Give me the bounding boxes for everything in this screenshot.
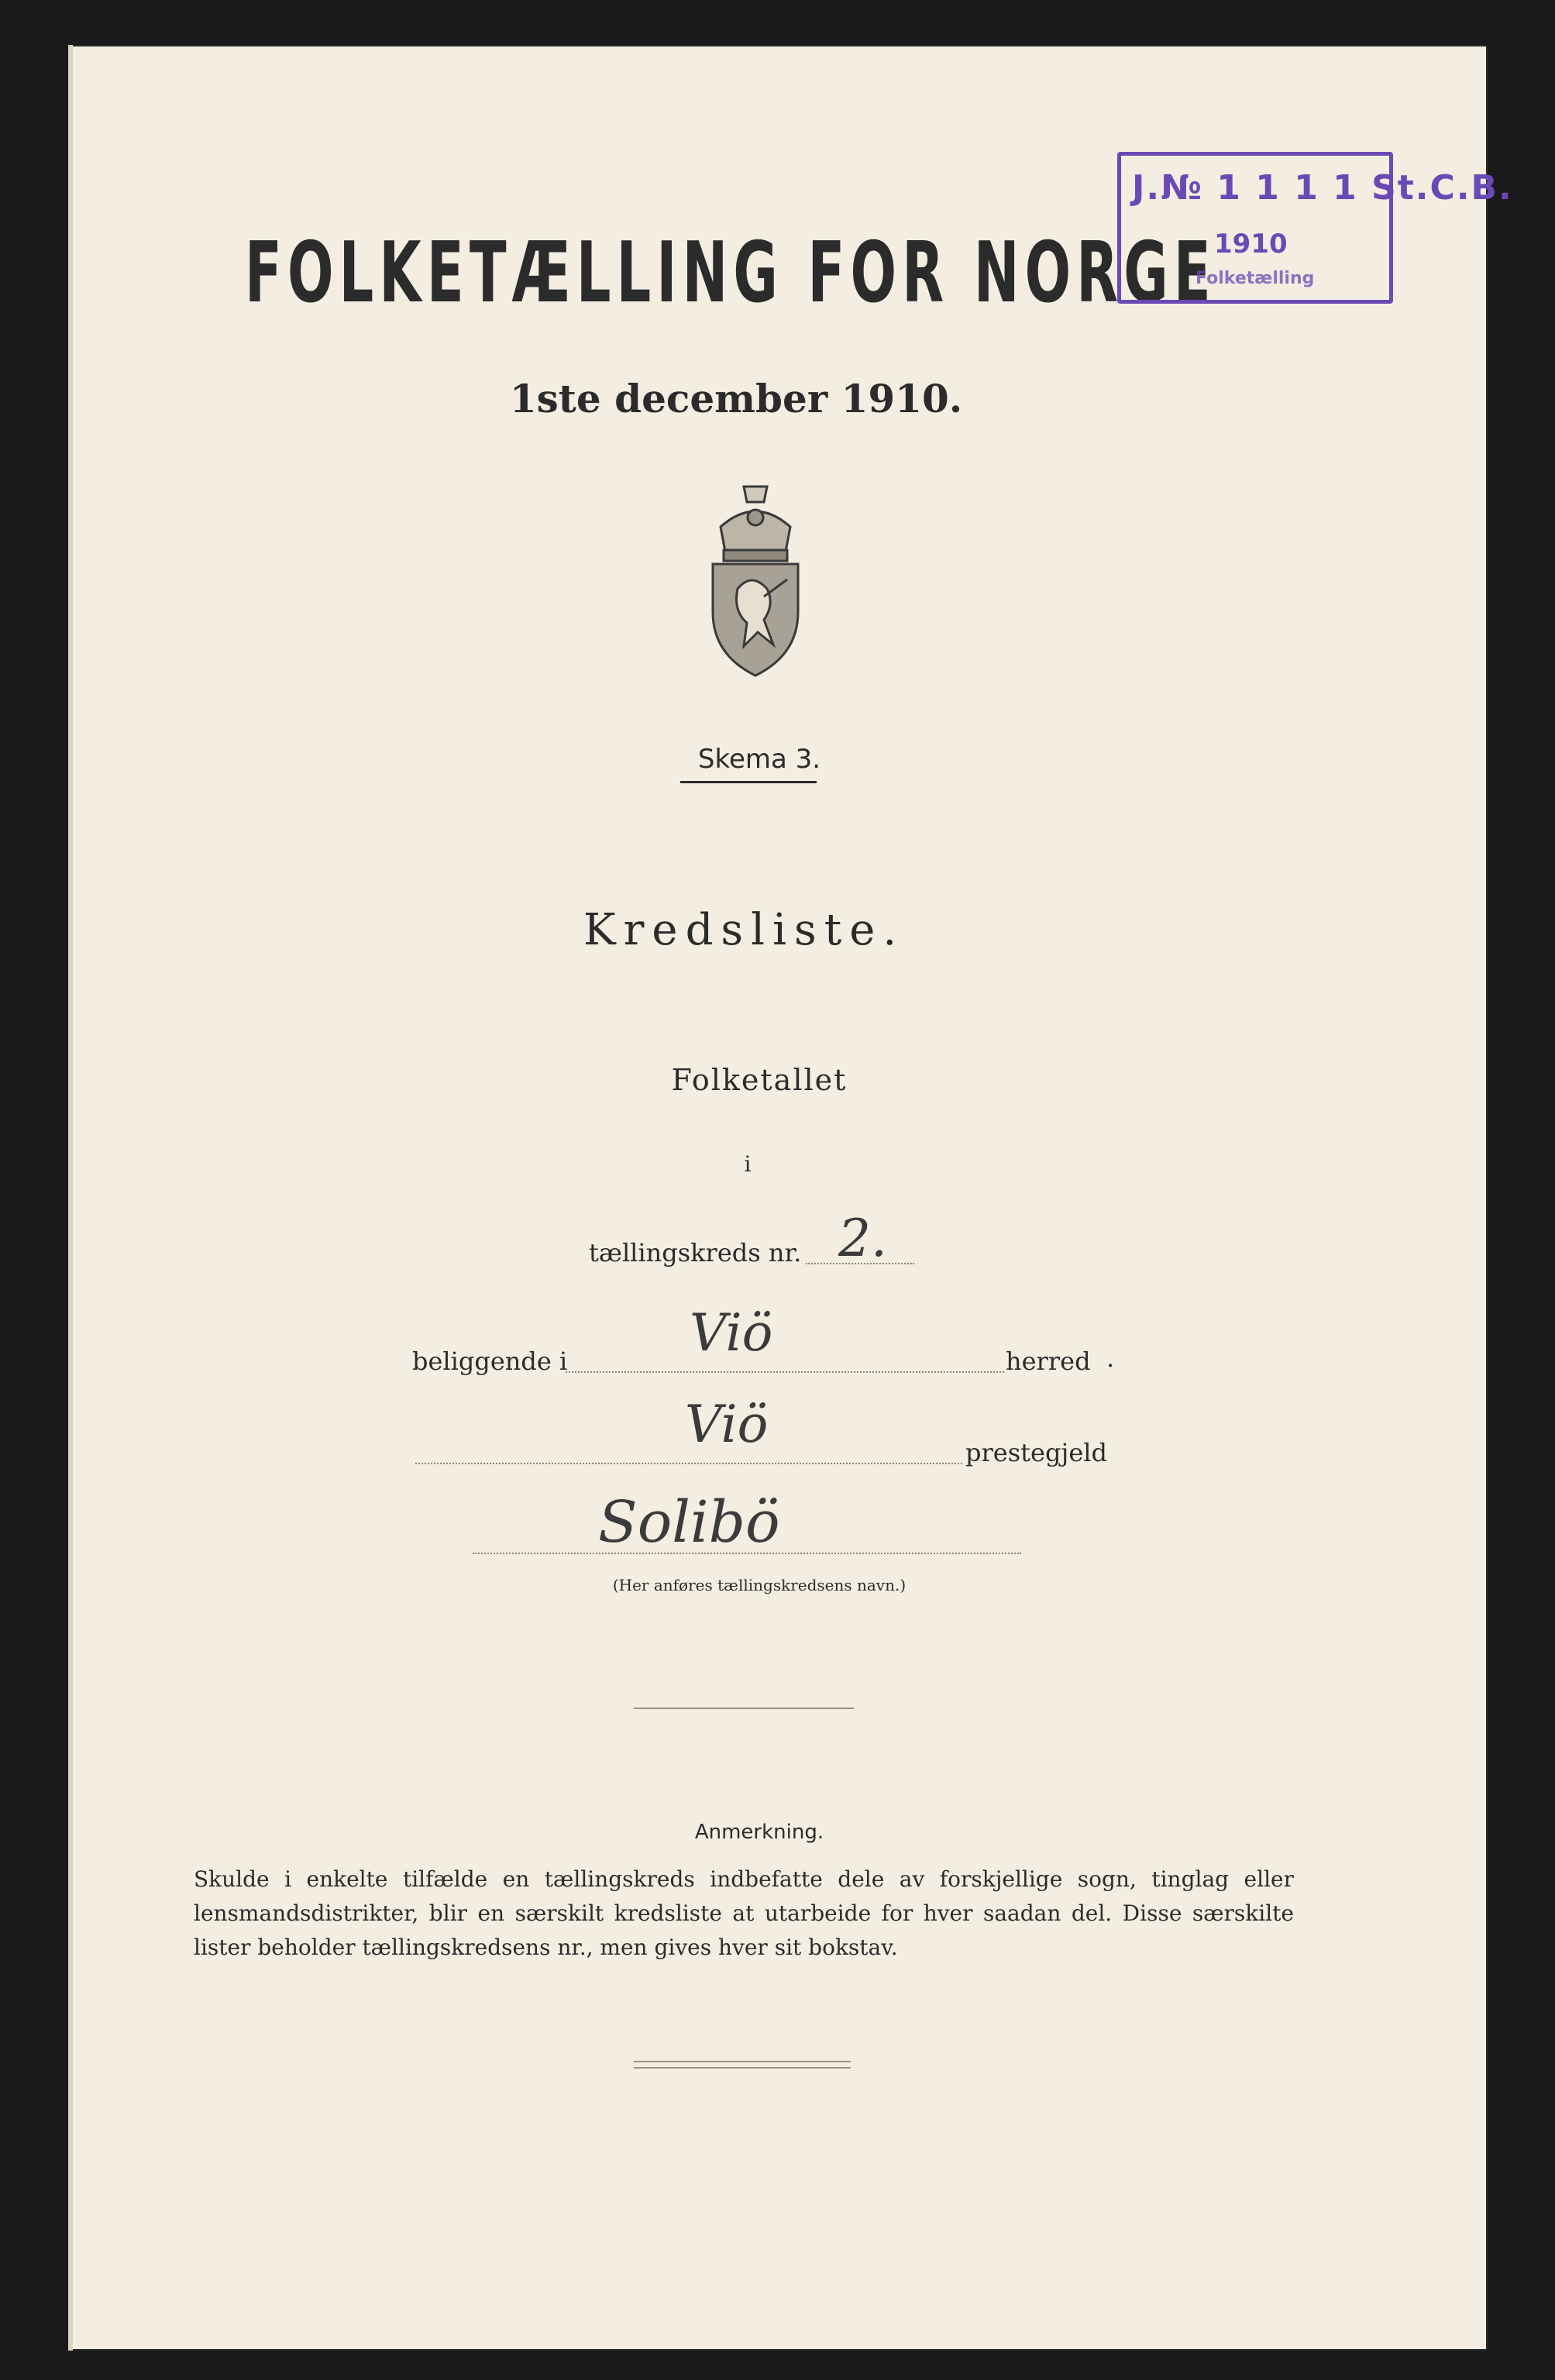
- prestegjeld-label: prestegjeld: [965, 1438, 1107, 1467]
- schema-underline: [680, 781, 817, 783]
- kreds-name-value: Solibö: [598, 1489, 780, 1556]
- herred-dotline: [566, 1371, 1004, 1373]
- tellingskreds-label: tællingskreds nr.: [589, 1238, 802, 1267]
- form-heading: Kredsliste.: [583, 905, 905, 955]
- divider-top: [634, 1708, 854, 1709]
- stamp-line-3: Folketælling: [1195, 269, 1315, 288]
- kreds-name-caption: (Her anføres tællingskredsens navn.): [612, 1576, 907, 1594]
- i-label: i: [744, 1151, 752, 1177]
- stamp-year: 1910: [1214, 229, 1288, 260]
- herred-dot: .: [1106, 1343, 1115, 1373]
- beliggende-label: beliggende i: [412, 1346, 568, 1376]
- norwegian-coat-of-arms-icon: [690, 480, 821, 682]
- schema-number: Skema 3.: [697, 744, 821, 775]
- note-heading: Anmerkning.: [694, 1821, 824, 1844]
- divider-bottom-2: [634, 2067, 851, 2069]
- divider-bottom: [634, 2061, 851, 2062]
- folketallet-label: Folketallet: [671, 1063, 848, 1097]
- tellingskreds-value: 2.: [838, 1209, 887, 1268]
- note-text: Skulde i enkelte tilfælde en tællingskreds indbefatte dele av forskjellige sogn, tinglag eller lensmandsdistrikter, blir en særskilt kredsliste at utarbeide for hver saadan del. Disse særskilte lister beholder tællingskredsens nr., men gives hver sit bokstav.: [194, 1866, 1294, 1960]
- stamp-line-1: J.№ 1 1 1 1 St.C.B.: [1132, 168, 1513, 208]
- herred-label: herred: [1006, 1346, 1091, 1376]
- document-title: FOLKETÆLLING FOR NORGE: [245, 225, 1216, 322]
- herred-value: Viö: [690, 1303, 773, 1363]
- document-date: 1ste december 1910.: [509, 376, 963, 421]
- page-edge: [68, 45, 73, 2351]
- prestegjeld-value: Viö: [685, 1395, 769, 1454]
- archive-stamp: [1117, 152, 1513, 304]
- prestegjeld-dotline: [415, 1463, 962, 1464]
